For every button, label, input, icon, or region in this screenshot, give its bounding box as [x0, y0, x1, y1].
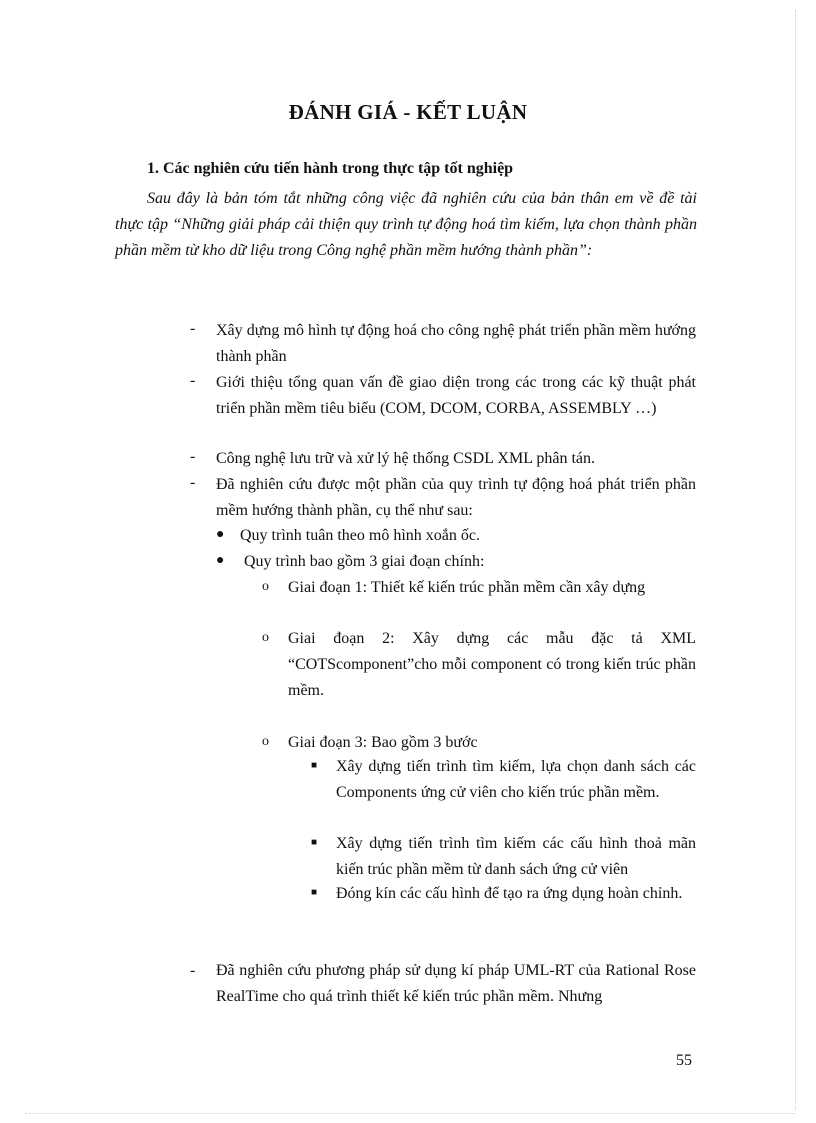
list-item: Xây dựng mô hình tự động hoá cho công nghệ phát triển phần mềm hướng thành phần — [216, 322, 696, 365]
list-item: Quy trình tuân theo mô hình xoắn ốc. — [240, 527, 480, 544]
dash-marker: - — [190, 320, 196, 337]
list-item: Xây dựng tiến trình tìm kiếm, lựa chọn danh sách các Components ứng cử viên cho kiến trúc phần mềm. — [336, 758, 696, 801]
square-marker: ■ — [311, 887, 318, 898]
list-item: Giai đoạn 1: Thiết kế kiến trúc phần mềm cần xây dựng — [288, 579, 646, 596]
page-border-bottom — [25, 1113, 795, 1114]
list-item: Đã nghiên cứu phương pháp sử dụng kí pháp UML-RT của Rational Rose RealTime cho quá trình thiết kế kiến trúc phần mềm. Nhưng — [216, 962, 696, 1005]
page-title: ĐÁNH GIÁ - KẾT LUẬN — [288, 100, 528, 124]
list-item: Đã nghiên cứu được một phần của quy trình tự động hoá phát triển phần mềm hướng thành phần, cụ thể như sau: — [216, 476, 696, 519]
square-marker: ■ — [311, 760, 318, 771]
list-item: Giới thiệu tổng quan vấn đề giao diện trong các trong các kỹ thuật phát triển phần mềm tiêu biểu (COM, DCOM, CORBA, ASSEMBLY …) — [216, 374, 696, 417]
dash-marker: - — [190, 474, 196, 491]
page-number: 55 — [676, 1052, 692, 1069]
bullet-marker: ● — [216, 553, 225, 568]
intro-paragraph: Sau đây là bản tóm tắt những công việc đã nghiên cứu của bản thân em về đề tài thực tập “Những giải pháp cải thiện quy trình tự động hoá tìm kiếm, lựa chọn thành phần phần mềm từ kho dữ liệu trong Công nghệ phần mềm hướng thành phần”: — [115, 190, 697, 259]
list-item: Quy trình bao gồm 3 giai đoạn chính: — [240, 553, 485, 570]
bullet-marker: ● — [216, 527, 225, 542]
list-item: Công nghệ lưu trữ và xử lý hệ thống CSDL XML phân tán. — [216, 450, 596, 467]
dash-marker: - — [190, 372, 196, 389]
list-item: Xây dựng tiến trình tìm kiếm các cấu hình thoả mãn kiến trúc phần mềm từ danh sách ứng cử viên — [336, 835, 696, 878]
list-item: Giai đoạn 2: Xây dựng các mẫu đặc tả XML “COTScomponent”cho mỗi component có trong kiến trúc phần mềm. — [288, 630, 696, 699]
circle-marker: o — [262, 579, 269, 594]
dash-marker: - — [190, 448, 196, 465]
page-border-right — [795, 10, 796, 1110]
circle-marker: o — [262, 630, 269, 645]
list-item: Giai đoạn 3: Bao gồm 3 bước — [288, 734, 478, 751]
circle-marker: o — [262, 734, 269, 749]
section-heading: 1. Các nghiên cứu tiến hành trong thực tập tốt nghiệp — [147, 160, 514, 177]
dash-marker: - — [190, 962, 196, 979]
square-marker: ■ — [311, 837, 318, 848]
list-item: Đóng kín các cấu hình để tạo ra ứng dụng hoàn chỉnh. — [336, 885, 683, 902]
